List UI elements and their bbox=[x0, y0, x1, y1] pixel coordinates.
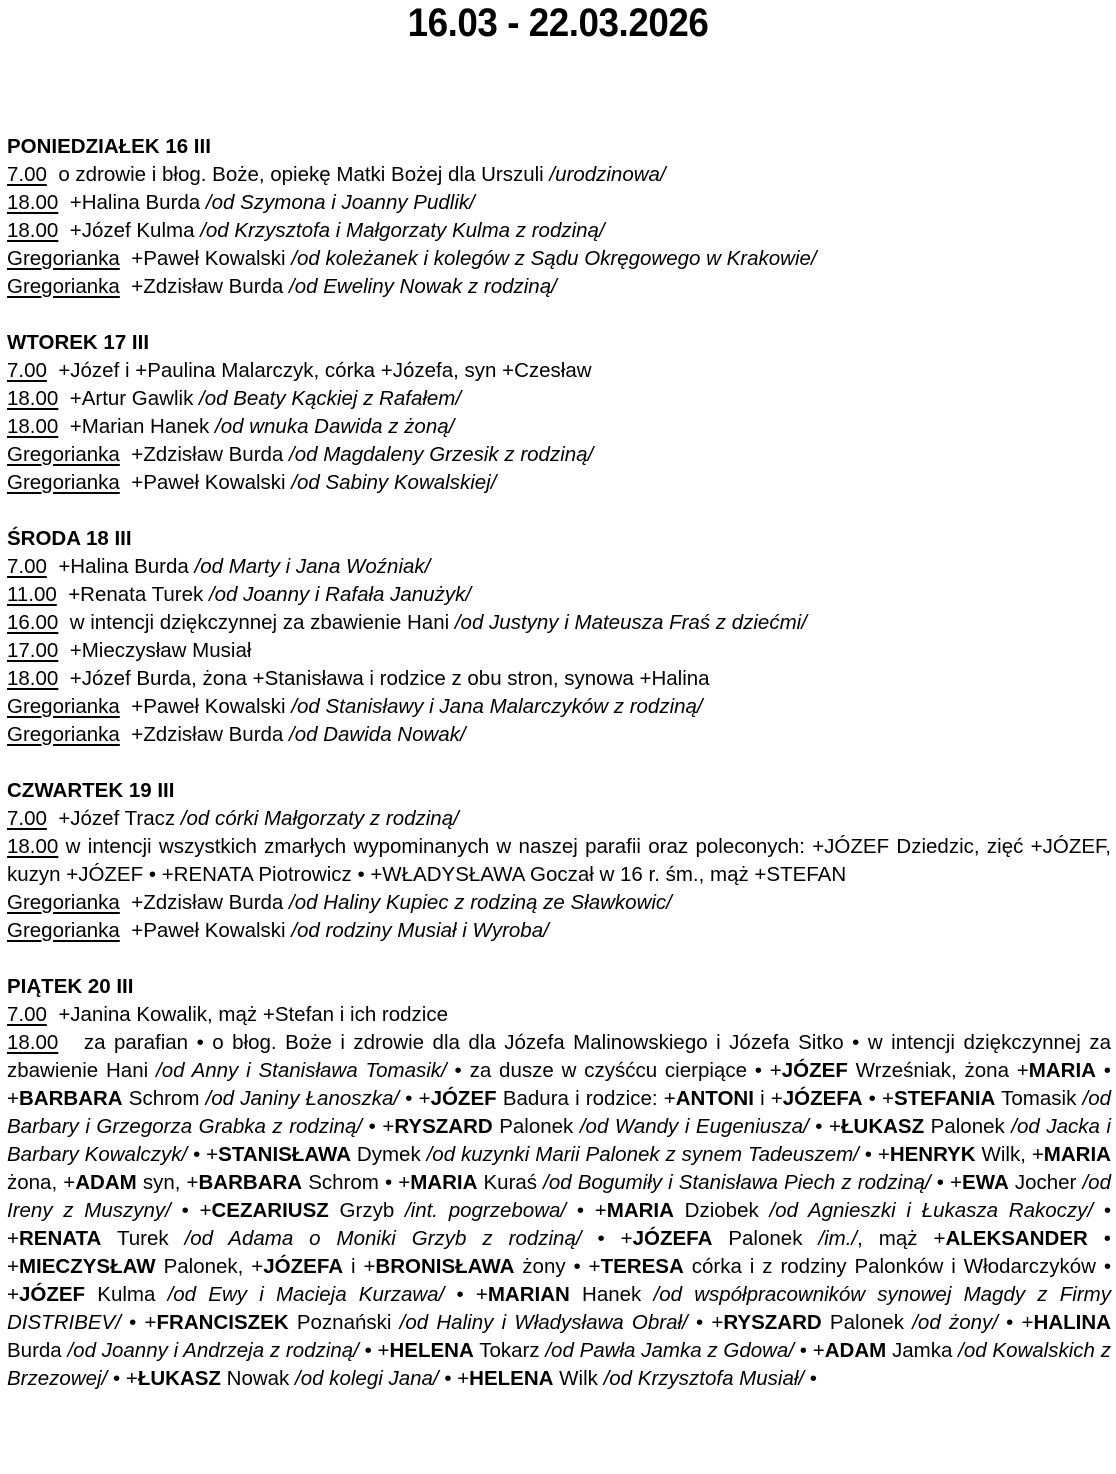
intention-text: +Zdzisław Burda bbox=[131, 723, 290, 746]
intention-text: +Mieczysław Musiał bbox=[69, 639, 252, 662]
mass-time: 18.00 bbox=[7, 1031, 59, 1054]
intention-text: • + bbox=[7, 1199, 1112, 1250]
deceased-name: ALEKSANDER bbox=[945, 1227, 1088, 1250]
intention-donor: /od Wandy i Eugeniusza/ bbox=[579, 1115, 809, 1138]
deceased-name: RYSZARD bbox=[723, 1311, 822, 1334]
intention-donor: /im./ bbox=[818, 1227, 858, 1250]
intention-text: • + bbox=[862, 1087, 894, 1110]
intention-text: Turek bbox=[101, 1227, 185, 1250]
deceased-name: HELENA bbox=[389, 1339, 474, 1362]
mass-intention-entry bbox=[7, 721, 1111, 749]
intention-text: +Zdzisław Burda bbox=[131, 275, 290, 298]
mass-intention-entry bbox=[7, 805, 1111, 833]
deceased-name: FRANCISZEK bbox=[156, 1311, 289, 1334]
intention-donor: /od współpracowników synowej Magdy z Firmy DISTRIBEV/ bbox=[7, 1283, 1111, 1334]
intention-text: +Paweł Kowalski bbox=[131, 247, 292, 270]
mass-time: 7.00 bbox=[7, 359, 47, 382]
intention-text: • + bbox=[930, 1171, 963, 1194]
intention-text: • + bbox=[170, 1199, 212, 1222]
intention-text: żony • + bbox=[514, 1255, 601, 1278]
deceased-name: MARIAN bbox=[487, 1283, 570, 1306]
gregorian-mass-label: Gregorianka bbox=[7, 247, 120, 270]
deceased-name: JÓZEF bbox=[430, 1087, 497, 1110]
mass-intention-entry bbox=[7, 693, 1111, 721]
intention-donor: /od Stanisławy i Jana Malarczyków z rodziną/ bbox=[291, 695, 703, 718]
deceased-name: STANISŁAWA bbox=[218, 1143, 352, 1166]
deceased-name: RENATA bbox=[18, 1227, 102, 1250]
mass-schedule bbox=[7, 133, 1111, 1421]
intention-donor: /od córki Małgorzaty z rodziną/ bbox=[180, 807, 459, 830]
intention-donor: /od Beaty Kąckiej z Rafałem/ bbox=[199, 387, 462, 410]
intention-text: +Józef Kulma bbox=[69, 219, 201, 242]
day-heading: PONIEDZIAŁEK 16 III bbox=[7, 135, 211, 158]
intention-text: Jamka bbox=[886, 1339, 959, 1362]
intention-donor: /od Pawła Jamka z Gdowa/ bbox=[545, 1339, 795, 1362]
mass-time: 18.00 bbox=[7, 387, 59, 410]
intention-text: Dziobek bbox=[673, 1199, 770, 1222]
intention-text: Palonek bbox=[924, 1115, 1012, 1138]
mass-intention-entry bbox=[7, 1029, 1111, 1393]
intention-donor: /od Marty i Jana Woźniak/ bbox=[194, 555, 431, 578]
deceased-name: MIECZYSŁAW bbox=[18, 1255, 156, 1278]
intention-text: • + bbox=[687, 1311, 724, 1334]
intention-text: +Paweł Kowalski bbox=[131, 695, 292, 718]
intention-text: • + bbox=[997, 1311, 1034, 1334]
deceased-name: JÓZEFA bbox=[263, 1255, 344, 1278]
intention-text: • za dusze w czyśćcu cierpiące • + bbox=[446, 1059, 782, 1082]
mass-intention-entry bbox=[7, 1001, 1111, 1029]
deceased-name: MARIA bbox=[410, 1171, 478, 1194]
intention-text: żona, + bbox=[7, 1171, 76, 1194]
intention-text: Dymek bbox=[351, 1143, 427, 1166]
intention-text: Burda bbox=[7, 1339, 68, 1362]
intention-text: • bbox=[804, 1367, 817, 1390]
deceased-name: CEZARIUSZ bbox=[211, 1199, 329, 1222]
intention-text: Palonek bbox=[821, 1311, 913, 1334]
intention-text: córka i z rodziny Palonków i Włodarczyków • + bbox=[7, 1255, 1112, 1306]
intention-text: i + bbox=[753, 1087, 783, 1110]
day-section bbox=[7, 525, 1111, 749]
intention-text: • + bbox=[858, 1143, 890, 1166]
intention-text: • + bbox=[581, 1227, 633, 1250]
intention-text: • + bbox=[7, 1227, 1111, 1278]
intention-donor: /od Joanny i Rafała Janużyk/ bbox=[208, 583, 472, 606]
intention-text: • + bbox=[399, 1087, 431, 1110]
intention-text: +Halina Burda bbox=[58, 555, 195, 578]
intention-text: Palonek, + bbox=[155, 1255, 264, 1278]
intention-donor: /od Bogumiły i Stanisława Piech z rodziną/ bbox=[543, 1171, 931, 1194]
intention-text: +Józef i +Paulina Malarczyk, córka +Józefa, syn +Czesław bbox=[58, 359, 592, 382]
gregorian-mass-label: Gregorianka bbox=[7, 723, 120, 746]
intention-donor: /od Krzysztofa Musiał/ bbox=[603, 1367, 805, 1390]
mass-time: 7.00 bbox=[7, 555, 47, 578]
deceased-name: JÓZEFA bbox=[782, 1087, 863, 1110]
mass-intention-entry bbox=[7, 469, 1111, 497]
intention-donor: /od Anny i Stanisława Tomasik/ bbox=[156, 1059, 447, 1082]
deceased-name: ADAM bbox=[824, 1339, 887, 1362]
intention-text: • + bbox=[444, 1283, 488, 1306]
intention-donor: /od Krzysztofa i Małgorzaty Kulma z rodziną/ bbox=[200, 219, 605, 242]
gregorian-mass-label: Gregorianka bbox=[7, 891, 120, 914]
intention-donor: /od Kowalskich z Brzezowej/ bbox=[7, 1339, 1111, 1390]
day-section bbox=[7, 973, 1111, 1393]
deceased-name: MARIA bbox=[1043, 1143, 1111, 1166]
deceased-name: MARIA bbox=[606, 1199, 674, 1222]
intention-text: o zdrowie i błog. Boże, opiekę Matki Bożej dla Urszuli bbox=[58, 163, 550, 186]
intention-text: Wilk bbox=[553, 1367, 604, 1390]
intention-text: Schrom bbox=[122, 1087, 206, 1110]
mass-intention-entry bbox=[7, 245, 1111, 273]
deceased-name: BRONISŁAWA bbox=[375, 1255, 515, 1278]
intention-text: • + bbox=[120, 1311, 157, 1334]
intention-donor: /od Szymona i Joanny Pudlik/ bbox=[205, 191, 475, 214]
intention-donor: /od koleżanek i kolegów z Sądu Okręgowego w Krakowie/ bbox=[291, 247, 817, 270]
mass-intention-entry bbox=[7, 385, 1111, 413]
intention-donor: /od Eweliny Nowak z rodziną/ bbox=[289, 275, 557, 298]
deceased-name: RYSZARD bbox=[394, 1115, 493, 1138]
intention-donor: /od Joanny i Andrzeja z rodziną/ bbox=[67, 1339, 359, 1362]
intention-donor: /urodzinowa/ bbox=[549, 163, 666, 186]
day-heading: WTOREK 17 III bbox=[7, 331, 150, 354]
intention-donor: /od Magdaleny Grzesik z rodziną/ bbox=[289, 443, 594, 466]
deceased-name: MARIA bbox=[1028, 1059, 1096, 1082]
intention-text: +Marian Hanek bbox=[69, 415, 216, 438]
deceased-name: HALINA bbox=[1033, 1311, 1111, 1334]
mass-time: 7.00 bbox=[7, 1003, 47, 1026]
mass-intention-entry bbox=[7, 413, 1111, 441]
deceased-name: HENRYK bbox=[889, 1143, 976, 1166]
intention-text: • + bbox=[438, 1367, 470, 1390]
intention-text: Kulma bbox=[85, 1283, 168, 1306]
intention-donor: /od Jacka i Barbary Kowalczyk/ bbox=[7, 1115, 1111, 1166]
intention-text: Badura i rodzice: + bbox=[496, 1087, 676, 1110]
deceased-name: ŁUKASZ bbox=[137, 1367, 221, 1390]
mass-intention-entry bbox=[7, 553, 1111, 581]
deceased-name: ADAM bbox=[75, 1171, 137, 1194]
intention-text: Poznański bbox=[288, 1311, 400, 1334]
intention-text: Palonek bbox=[492, 1115, 580, 1138]
mass-intention-entry bbox=[7, 665, 1111, 693]
mass-intention-entry bbox=[7, 357, 1111, 385]
intention-text: Grzyb bbox=[328, 1199, 405, 1222]
day-section bbox=[7, 777, 1111, 945]
gregorian-mass-label: Gregorianka bbox=[7, 471, 120, 494]
day-section bbox=[7, 133, 1111, 301]
intention-donor: /od żony/ bbox=[912, 1311, 998, 1334]
deceased-name: TERESA bbox=[600, 1255, 684, 1278]
intention-text: +Artur Gawlik bbox=[69, 387, 200, 410]
intention-text: +Renata Turek bbox=[68, 583, 209, 606]
mass-intention-entry bbox=[7, 217, 1111, 245]
mass-intention-entry bbox=[7, 637, 1111, 665]
intention-donor: /od Dawida Nowak/ bbox=[289, 723, 466, 746]
mass-time: 11.00 bbox=[7, 583, 57, 606]
intention-donor: /od Ewy i Macieja Kurzawa/ bbox=[167, 1283, 445, 1306]
deceased-name: JÓZEF bbox=[18, 1283, 86, 1306]
day-heading: ŚRODA 18 III bbox=[7, 527, 132, 550]
gregorian-mass-label: Gregorianka bbox=[7, 275, 120, 298]
mass-intention-entry bbox=[7, 441, 1111, 469]
intention-donor: /od rodziny Musiał i Wyroba/ bbox=[291, 919, 549, 942]
intention-donor: /od Agnieszki i Łukasza Rakoczy/ bbox=[769, 1199, 1094, 1222]
intention-text: +Janina Kowalik, mąż +Stefan i ich rodzice bbox=[58, 1003, 449, 1026]
intention-donor: /od Janiny Łanoszka/ bbox=[205, 1087, 400, 1110]
intention-text: Wrześniak, żona + bbox=[847, 1059, 1029, 1082]
mass-intention-entry bbox=[7, 917, 1111, 945]
intention-text: syn, + bbox=[136, 1171, 199, 1194]
deceased-name: EWA bbox=[962, 1171, 1009, 1194]
day-heading: PIĄTEK 20 III bbox=[7, 975, 134, 998]
mass-intention-entry bbox=[7, 161, 1111, 189]
mass-intention-entry bbox=[7, 273, 1111, 301]
intention-text: +Józef Tracz bbox=[58, 807, 181, 830]
mass-time: 16.00 bbox=[7, 611, 59, 634]
deceased-name: BARBARA bbox=[18, 1087, 123, 1110]
intention-donor: /od Ireny z Muszyny/ bbox=[7, 1171, 1111, 1222]
intention-donor: /od Sabiny Kowalskiej/ bbox=[291, 471, 497, 494]
gregorian-mass-label: Gregorianka bbox=[7, 919, 120, 942]
intention-donor: /od Justyny i Mateusza Fraś z dziećmi/ bbox=[454, 611, 807, 634]
mass-intention-entry bbox=[7, 609, 1111, 637]
deceased-name: ANTONI bbox=[675, 1087, 754, 1110]
intention-text: Nowak bbox=[220, 1367, 296, 1390]
intention-text: Schrom • + bbox=[302, 1171, 411, 1194]
mass-time: 18.00 bbox=[7, 191, 59, 214]
intention-donor: /od Haliny i Władysława Obrał/ bbox=[399, 1311, 688, 1334]
mass-intention-entry bbox=[7, 889, 1111, 917]
intention-text: • + bbox=[107, 1367, 138, 1390]
intention-text: , mąż + bbox=[857, 1227, 946, 1250]
day-heading: CZWARTEK 19 III bbox=[7, 779, 175, 802]
intention-text: Hanek bbox=[569, 1283, 654, 1306]
intention-text: +Zdzisław Burda bbox=[131, 891, 290, 914]
intention-text: • + bbox=[7, 1059, 1111, 1110]
intention-text: +Halina Burda bbox=[69, 191, 206, 214]
intention-donor: /od kolegi Jana/ bbox=[295, 1367, 439, 1390]
intention-text: Jocher bbox=[1008, 1171, 1083, 1194]
page-title: 16.03 - 22.03.2026 bbox=[407, 1, 709, 45]
intention-donor: /od Barbary i Grzegorza Grabka z rodziną/ bbox=[7, 1087, 1111, 1138]
intention-text: Kuraś bbox=[477, 1171, 544, 1194]
mass-intention-entry bbox=[7, 833, 1111, 889]
intention-text: Tomasik bbox=[995, 1087, 1083, 1110]
intention-donor: /od kuzynki Marii Palonek z synem Tadeuszem/ bbox=[426, 1143, 859, 1166]
mass-time: 7.00 bbox=[7, 807, 47, 830]
mass-time: 18.00 bbox=[7, 219, 59, 242]
gregorian-mass-label: Gregorianka bbox=[7, 695, 120, 718]
intention-text: w intencji dziękczynnej za zbawienie Hani bbox=[69, 611, 455, 634]
mass-time: 18.00 bbox=[7, 835, 59, 858]
deceased-name: BARBARA bbox=[198, 1171, 303, 1194]
intention-text: +Paweł Kowalski bbox=[131, 919, 292, 942]
intention-text: • + bbox=[187, 1143, 219, 1166]
day-section bbox=[7, 329, 1111, 497]
intention-donor: /int. pogrzebowa/ bbox=[404, 1199, 567, 1222]
intention-text: za parafian • o błog. Boże i zdrowie dla dla Józefa Malinowskiego i Józefa Sitko • w intencji dziękczynnej za zbawienie Hani bbox=[7, 1031, 1111, 1082]
intention-text: +Józef Burda, żona +Stanisława i rodzice z obu stron, synowa +Halina bbox=[69, 667, 710, 690]
mass-intention-entry bbox=[7, 581, 1111, 609]
intention-text: • + bbox=[362, 1115, 395, 1138]
gregorian-mass-label: Gregorianka bbox=[7, 443, 120, 466]
deceased-name: HELENA bbox=[469, 1367, 554, 1390]
intention-donor: /od wnuka Dawida z żoną/ bbox=[215, 415, 455, 438]
mass-intention-entry bbox=[7, 189, 1111, 217]
mass-time: 7.00 bbox=[7, 163, 47, 186]
intention-text: • + bbox=[358, 1339, 390, 1362]
mass-time: 17.00 bbox=[7, 639, 59, 662]
intention-donor: /od Adama o Moniki Grzyb z rodziną/ bbox=[184, 1227, 582, 1250]
deceased-name: JÓZEF bbox=[781, 1059, 848, 1082]
deceased-name: ŁUKASZ bbox=[841, 1115, 925, 1138]
deceased-name: JÓZEFA bbox=[632, 1227, 713, 1250]
deceased-name: STEFANIA bbox=[893, 1087, 996, 1110]
mass-time: 18.00 bbox=[7, 667, 59, 690]
mass-time: 18.00 bbox=[7, 415, 59, 438]
intention-text: Wilk, + bbox=[975, 1143, 1044, 1166]
intention-donor: /od Haliny Kupiec z rodziną ze Sławkowic/ bbox=[289, 891, 672, 914]
intention-text: i + bbox=[343, 1255, 376, 1278]
intention-text: +Paweł Kowalski bbox=[131, 471, 292, 494]
intention-text: +Zdzisław Burda bbox=[131, 443, 290, 466]
intention-text: w intencji wszystkich zmarłych wypominanych w naszej parafii oraz poleconych: +JÓZEF Dziedzic, zięć +JÓZEF, kuzyn +JÓZEF • +RENATA Piotrowicz • +WŁADYSŁAWA Goczał w 16 r. śm., mąż +STEFAN bbox=[7, 835, 1111, 886]
intention-text: Tokarz bbox=[473, 1339, 546, 1362]
intention-text: Palonek bbox=[712, 1227, 819, 1250]
intention-text: • + bbox=[794, 1339, 825, 1362]
intention-text: • + bbox=[566, 1199, 607, 1222]
intention-text: • + bbox=[808, 1115, 841, 1138]
